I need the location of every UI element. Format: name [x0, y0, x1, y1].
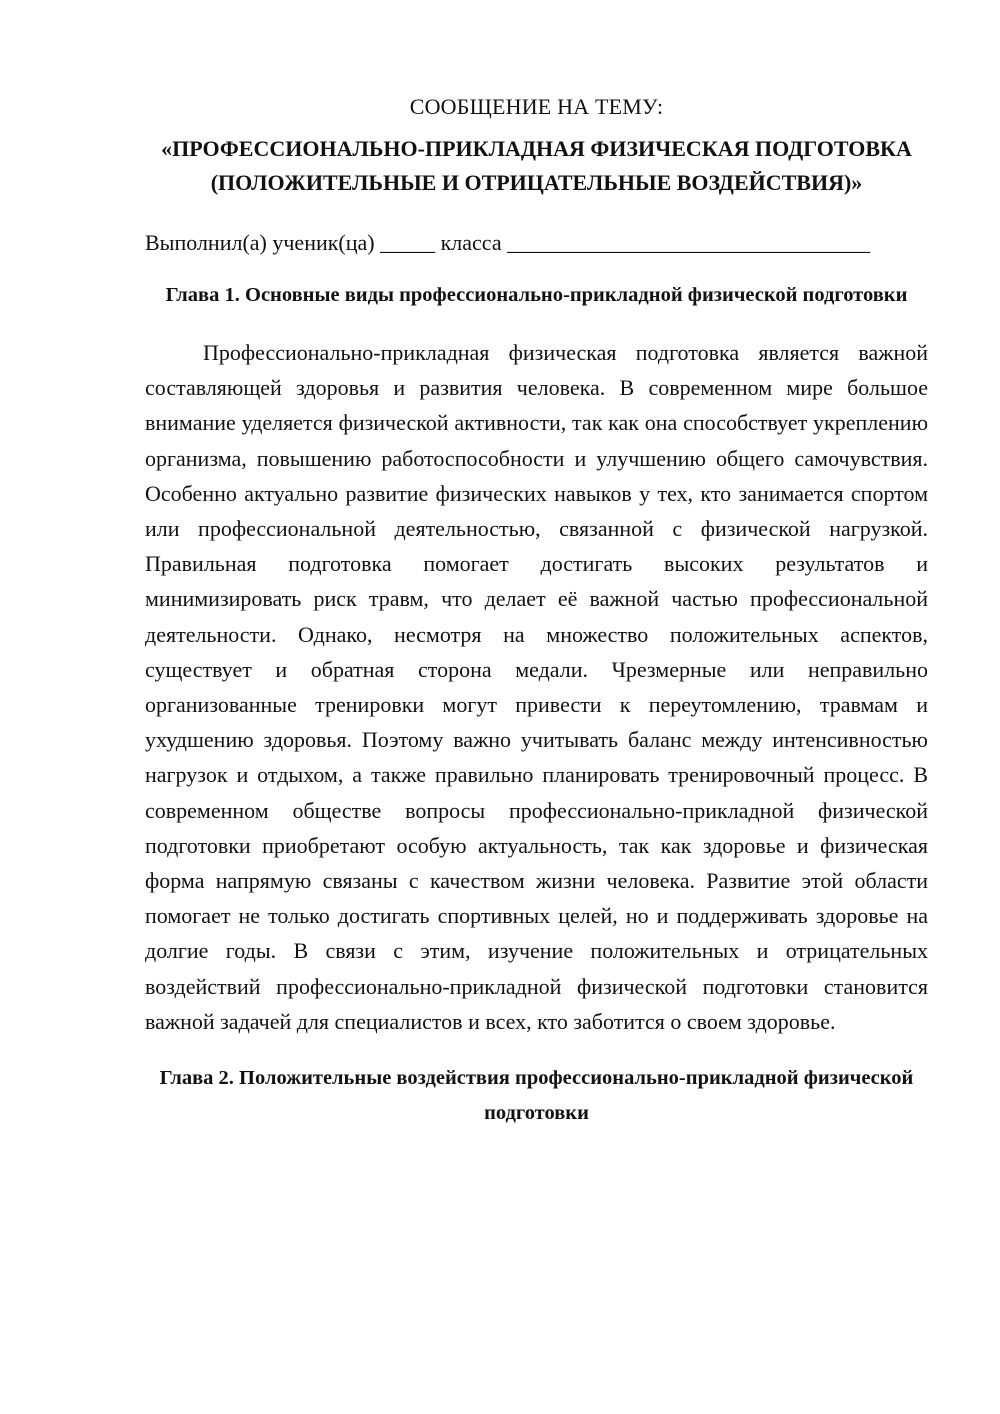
- chapter-2-title: Глава 2. Положительные воздействия профессионально-прикладной физической подготовки: [159, 1067, 914, 1125]
- document-page: [145, 90, 928, 1131]
- chapter-1-paragraph: Профессионально-прикладная физическая подготовка является важной составляющей здоровья и развития человека. В современном мире большое внимание уделяется физической активности, так как она способствует укреплению организма, повышению работоспособности и улучшению общего самочувствия. Особенно актуально развитие физических навыков у тех, кто занимается спортом или профессиональной деятельностью, связанной с физической нагрузкой. Правильная подготовка помогает достигать высоких результатов и минимизировать риск травм, что делает её важной частью профессиональной деятельности. Однако, несмотря на множество положительных аспектов, существует и обратная сторона медали. Чрезмерные или неправильно организованные тренировки могут привести к переутомлению, травмам и ухудшению здоровья. Поэтому важно учитывать баланс между интенсивностью нагрузок и отдыхом, а также правильно планировать тренировочный процесс. В современном обществе вопросы профессионально-прикладной физической подготовки приобретают особую актуальность, так как здоровье и физическая форма напрямую связаны с качеством жизни человека. Развитие этой области помогает не только достигать спортивных целей, но и поддерживать здоровье на долгие годы. В связи с этим, изучение положительных и отрицательных воздействий профессионально-прикладной физической подготовки становится важной задачей для специалистов и всех, кто заботится о своем здоровье.: [145, 340, 928, 1034]
- document-heading: СООБЩЕНИЕ НА ТЕМУ:: [409, 94, 664, 119]
- chapter-1-title: Глава 1. Основные виды профессионально-прикладной физической подготовки: [165, 284, 908, 306]
- student-info-line: Выполнил(а) ученик(ца) _____ класса _________________________________: [145, 230, 871, 255]
- document-title: «ПРОФЕССИОНАЛЬНО-ПРИКЛАДНАЯ ФИЗИЧЕСКАЯ ПОДГОТОВКА (ПОЛОЖИТЕЛЬНЫЕ И ОТРИЦАТЕЛЬНЫЕ ВОЗДЕЙСТВИЯ)»: [161, 136, 912, 195]
